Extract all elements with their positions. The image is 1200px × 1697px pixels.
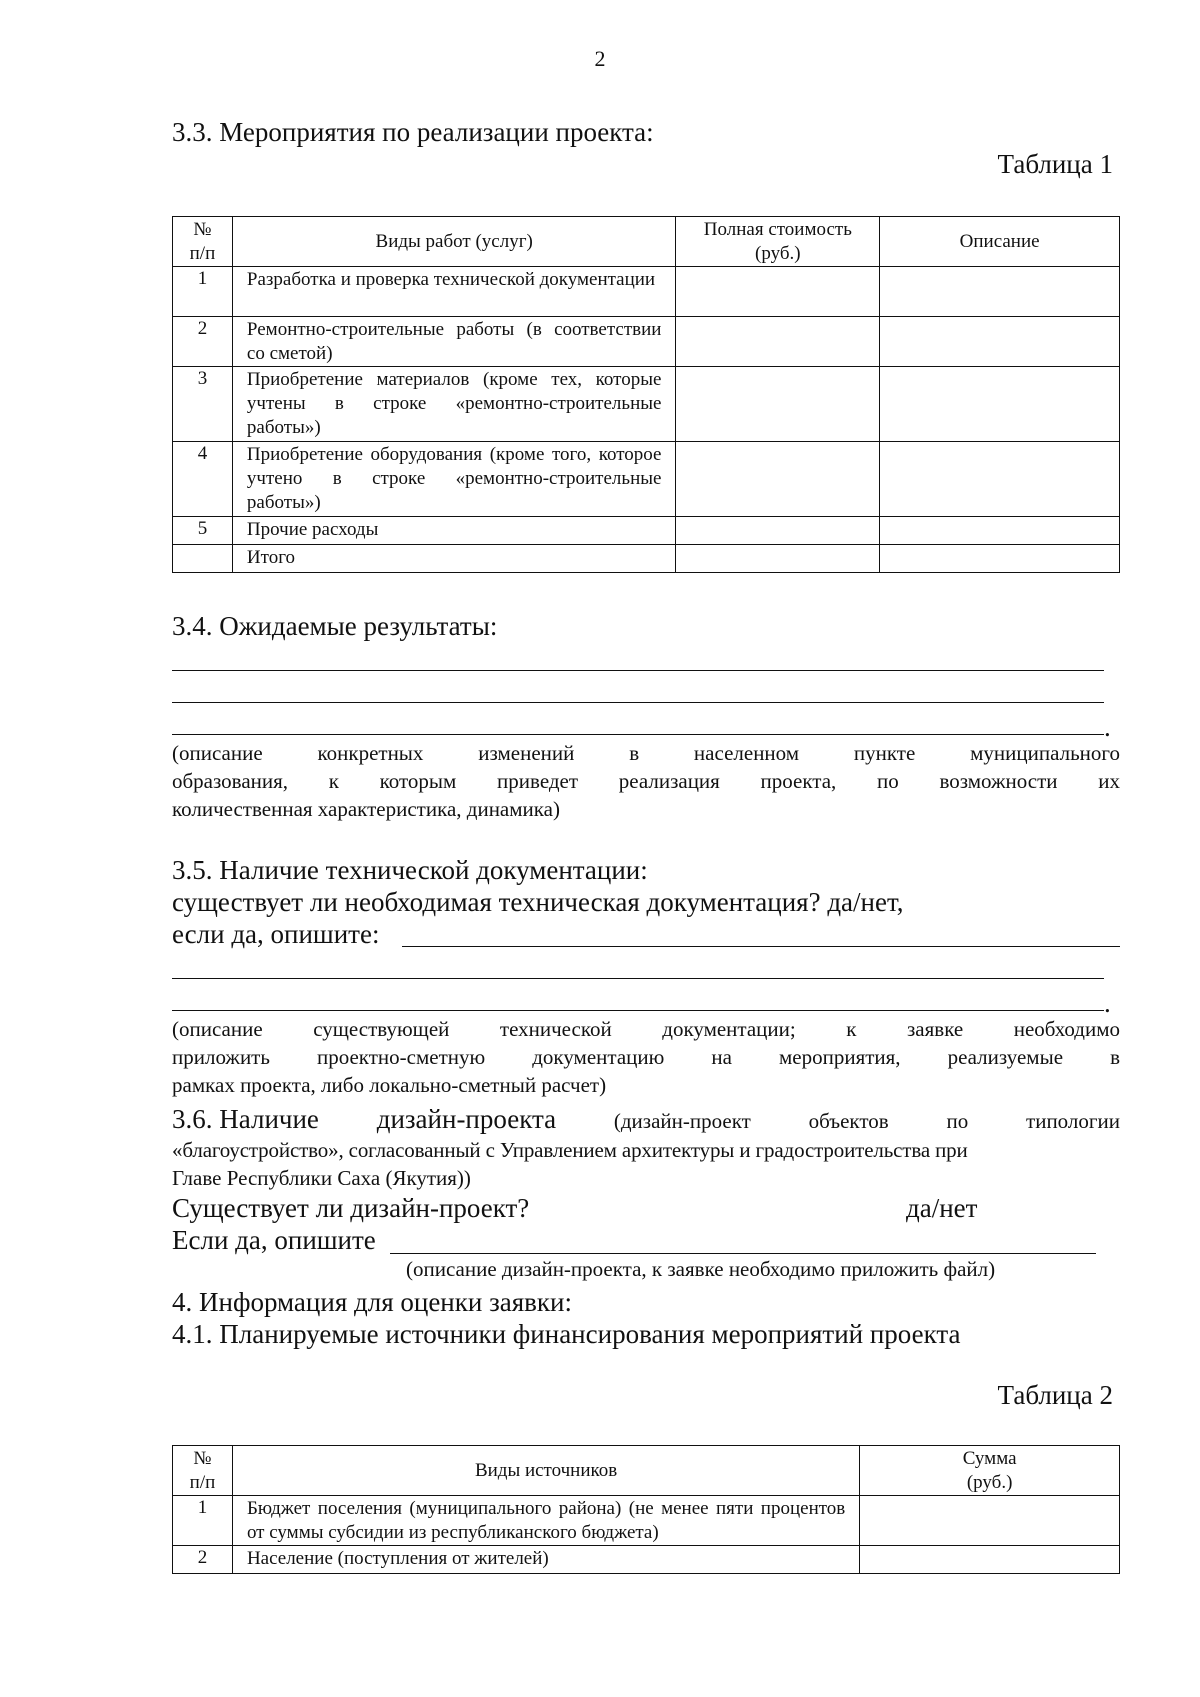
row-source-type: Бюджет поселения (муниципального района) (не менее пяти процентов от суммы субсидии из республиканского бюджета) — [232, 1496, 859, 1546]
results-caption-line-1: (описание конкретных изменений в населенном пункте муниципального — [172, 741, 1120, 765]
row-description-cell[interactable] — [880, 442, 1120, 517]
design-note-word: по — [946, 1109, 969, 1133]
col-header-number: № п/п — [173, 1446, 233, 1496]
row-amount-cell[interactable] — [860, 1496, 1120, 1546]
row-number — [173, 545, 233, 573]
table-row — [173, 267, 1120, 317]
row-number: 3 — [173, 367, 233, 442]
table-row — [173, 367, 1120, 442]
line-end-dot: . — [1104, 988, 1111, 1018]
tech-doc-caption-line-3: рамках проекта, либо локально-сметный расчет) — [172, 1073, 607, 1097]
row-cost-cell[interactable] — [676, 317, 880, 367]
row-number: 5 — [173, 517, 233, 545]
row-description-cell[interactable] — [880, 517, 1120, 545]
col-header-source-types: Виды источников — [232, 1446, 859, 1496]
line-end-dot: . — [1104, 712, 1111, 742]
design-note-line-3: Главе Республики Саха (Якутия)) — [172, 1166, 471, 1190]
design-note-word: типологии — [1026, 1109, 1120, 1133]
section-3-5-heading: 3.5. Наличие технической документации: — [172, 855, 648, 885]
results-input-line-2[interactable] — [172, 702, 1104, 703]
col-header-work-types: Виды работ (услуг) — [232, 217, 676, 267]
row-cost-cell[interactable] — [676, 517, 880, 545]
table-row — [173, 1496, 1120, 1546]
section-4-heading: 4. Информация для оценки заявки: — [172, 1287, 572, 1317]
row-number: 2 — [173, 317, 233, 367]
tech-doc-question: существует ли необходимая техническая документация? да/нет, — [172, 887, 904, 917]
tech-doc-caption-line-2: приложить проектно-сметную документацию на мероприятия, реализуемые в — [172, 1045, 1120, 1069]
row-work-type: Разработка и проверка технической документации — [232, 267, 676, 317]
section-3-6-heading-b: дизайн-проекта — [376, 1104, 557, 1134]
design-yes-no: да/нет — [906, 1193, 978, 1223]
section-3-4-heading: 3.4. Ожидаемые результаты: — [172, 611, 498, 641]
results-input-line-3[interactable] — [172, 734, 1104, 735]
row-cost-cell[interactable] — [676, 442, 880, 517]
tech-doc-input-line-1[interactable] — [402, 946, 1120, 947]
section-3-6-heading-row — [172, 1106, 1120, 1135]
table-1-header-row — [173, 217, 1120, 267]
tech-doc-caption-line-1: (описание существующей технической документации; к заявке необходимо — [172, 1017, 1120, 1041]
table-2-header-row — [173, 1446, 1120, 1496]
row-work-type-total: Итого — [232, 545, 676, 573]
row-number: 1 — [173, 267, 233, 317]
row-description-cell-total[interactable] — [880, 545, 1120, 573]
row-source-type: Население (поступления от жителей) — [232, 1546, 859, 1574]
tech-doc-input-line-3[interactable] — [172, 1010, 1104, 1011]
design-question: Существует ли дизайн-проект? — [172, 1193, 530, 1223]
table-2 — [172, 1445, 1120, 1574]
row-cost-cell[interactable] — [676, 267, 880, 317]
row-description-cell[interactable] — [880, 317, 1120, 367]
design-caption: (описание дизайн-проекта, к заявке необходимо приложить файл) — [406, 1257, 996, 1281]
design-note-line-2: «благоустройство», согласованный с Управлением архитектуры и градостроительства при — [172, 1138, 968, 1162]
col-header-description: Описание — [880, 217, 1120, 267]
row-number: 1 — [173, 1496, 233, 1546]
row-work-type: Приобретение материалов (кроме тех, которые учтены в строке «ремонтно-строительные работы») — [232, 367, 676, 442]
row-work-type: Ремонтно-строительные работы (в соответствии со сметой) — [232, 317, 676, 367]
section-3-3-heading: 3.3. Мероприятия по реализации проекта: — [172, 117, 654, 147]
table-row-total — [173, 545, 1120, 573]
table-row — [173, 442, 1120, 517]
row-number: 4 — [173, 442, 233, 517]
table-row — [173, 317, 1120, 367]
row-work-type: Прочие расходы — [232, 517, 676, 545]
col-header-full-cost: Полная стоимость (руб.) — [676, 217, 880, 267]
row-description-cell[interactable] — [880, 367, 1120, 442]
tech-doc-if-yes-label: если да, опишите: — [172, 919, 380, 949]
row-number: 2 — [173, 1546, 233, 1574]
results-input-line-1[interactable] — [172, 670, 1104, 671]
row-work-type: Приобретение оборудования (кроме того, которое учтено в строке «ремонтно-строительные работы») — [232, 442, 676, 517]
results-caption-line-3: количественная характеристика, динамика) — [172, 797, 560, 821]
section-3-6-heading-a: 3.6. Наличие — [172, 1104, 319, 1134]
table-1-label: Таблица 1 — [997, 149, 1113, 179]
design-if-yes-label: Если да, опишите — [172, 1225, 376, 1255]
col-header-number: № п/п — [173, 217, 233, 267]
row-cost-cell[interactable] — [676, 367, 880, 442]
col-header-amount: Сумма (руб.) — [860, 1446, 1120, 1496]
table-2-label: Таблица 2 — [997, 1380, 1113, 1410]
page-number: 2 — [594, 46, 606, 71]
design-input-line[interactable] — [390, 1253, 1096, 1254]
table-1 — [172, 216, 1120, 573]
section-4-1-heading: 4.1. Планируемые источники финансирования мероприятий проекта — [172, 1319, 961, 1349]
table-row — [173, 517, 1120, 545]
row-description-cell[interactable] — [880, 267, 1120, 317]
tech-doc-input-line-2[interactable] — [172, 978, 1104, 979]
row-cost-cell-total[interactable] — [676, 545, 880, 573]
results-caption-line-2: образования, к которым приведет реализация проекта, по возможности их — [172, 769, 1120, 793]
design-note-word: объектов — [808, 1109, 889, 1133]
row-amount-cell[interactable] — [860, 1546, 1120, 1574]
table-row — [173, 1546, 1120, 1574]
design-note-word: (дизайн-проект — [613, 1109, 751, 1133]
